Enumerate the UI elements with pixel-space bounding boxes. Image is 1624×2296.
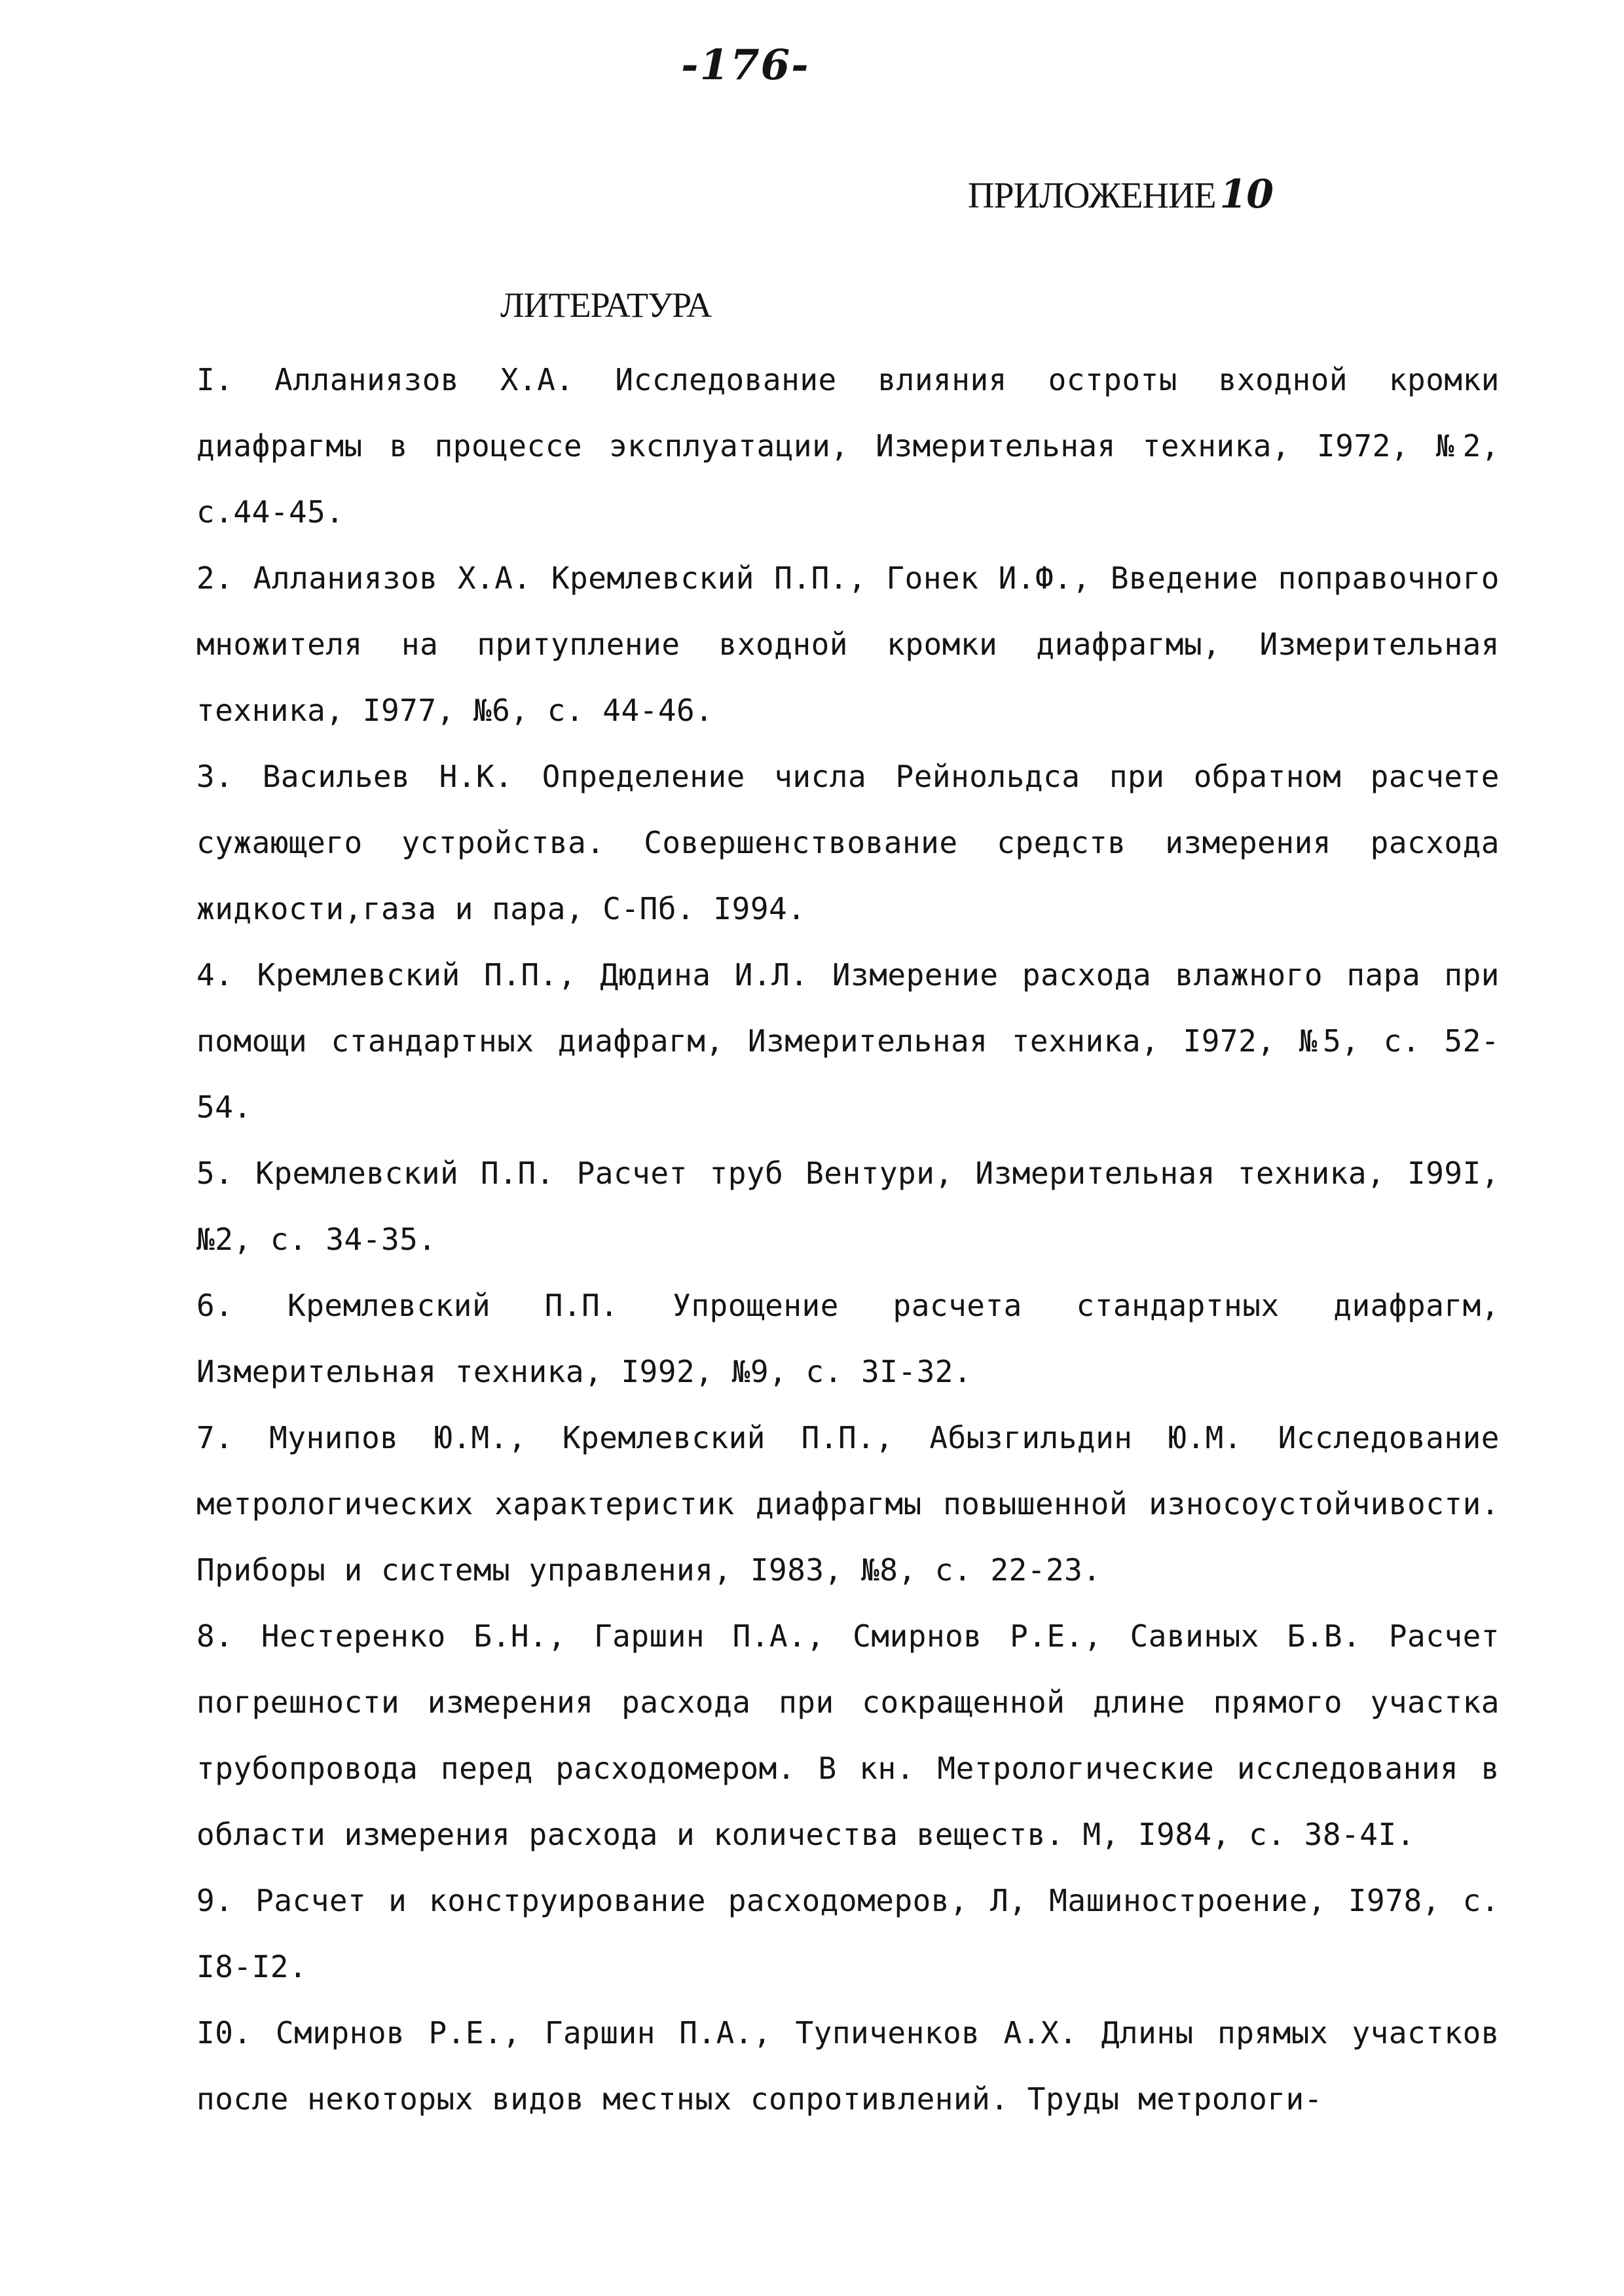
appendix-label: ПРИЛОЖЕНИЕ	[968, 175, 1216, 216]
bibliography-item: 8. Нестеренко Б.Н., Гаршин П.А., Смирнов Р.Е., Савиных Б.В. Расчет погрешности измерения расхода при сокращенной длине прямого участка трубопровода перед расходомером. В кн. Метрологические исследования в области измерения расхода и количества веществ. М, I984, с. 38-4I.	[196, 1618, 1500, 1852]
bibliography-item: 5. Кремлевский П.П. Расчет труб Вентури, Измерительная техника, I99I, №2, с. 34-35.	[196, 1156, 1500, 1257]
section-title: ЛИТЕРАТУРА	[500, 285, 712, 325]
bibliography-item: I0. Смирнов Р.Е., Гаршин П.А., Тупиченков А.Х. Длины прямых участков после некоторых видов местных сопротивлений. Труды метрологи-	[196, 2015, 1500, 2117]
bibliography-item: 6. Кремлевский П.П. Упрощение расчета стандартных диафрагм, Измерительная техника, I992, №9, с. 3I-32.	[196, 1288, 1500, 1389]
bibliography-item: 3. Васильев Н.К. Определение числа Рейнольдса при обратном расчете сужающего устройства. Совершенствование средств измерения расхода жидкости,газа и пара, С-Пб. I994.	[196, 759, 1500, 926]
bibliography-item: I. Алланиязов Х.А. Исследование влияния остроты входной кромки диафрагмы в процессе эксплуатации, Измерительная техника, I972, №2, с.44-45.	[196, 362, 1500, 530]
appendix-heading	[968, 172, 1273, 217]
bibliography-item: 4. Кремлевский П.П., Дюдина И.Л. Измерение расхода влажного пара при помощи стандартных диафрагм, Измерительная техника, I972, №5, с. 52-54.	[196, 957, 1500, 1125]
bibliography-item: 2. Алланиязов Х.А. Кремлевский П.П., Гонек И.Ф., Введение поправочного множителя на притупление входной кромки диафрагмы, Измерительная техника, I977, №6, с. 44-46.	[196, 560, 1500, 728]
bibliography-list	[196, 347, 1500, 2132]
bibliography-item: 9. Расчет и конструирование расходомеров, Л, Машиностроение, I978, с. I8-I2.	[196, 1883, 1500, 1984]
bibliography-item: 7. Мунипов Ю.М., Кремлевский П.П., Абызгильдин Ю.М. Исследование метрологических характеристик диафрагмы повышенной износоустойчивости. Приборы и системы управления, I983, №8, с. 22-23.	[196, 1420, 1500, 1588]
appendix-number: 10	[1219, 172, 1274, 217]
page-number: -176-	[681, 41, 810, 90]
